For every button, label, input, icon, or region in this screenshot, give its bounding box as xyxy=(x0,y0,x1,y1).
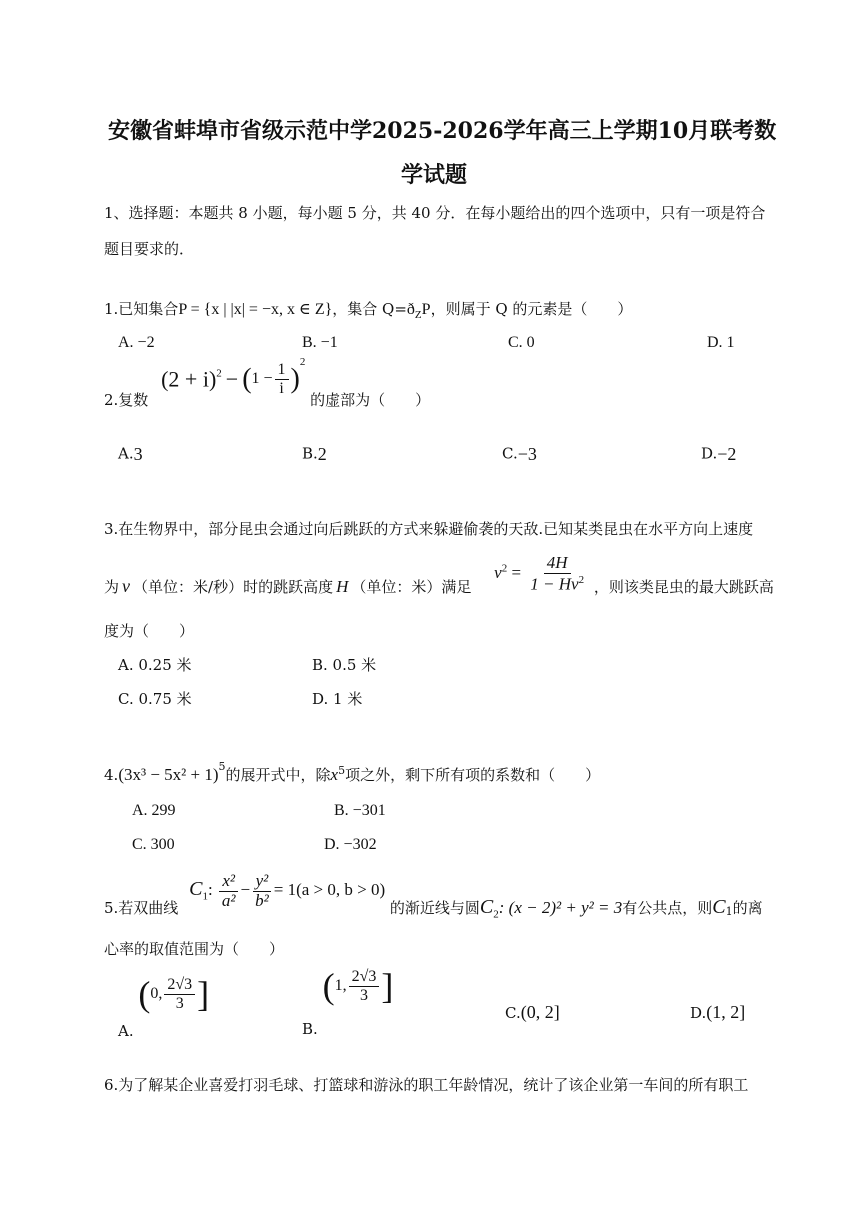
q5-minus: − xyxy=(240,880,251,900)
q4-suffix: 项之外，剩下所有项的系数和（ ） xyxy=(345,766,601,784)
q5-prefix: 5.若双曲线 xyxy=(104,899,179,918)
q5-option-b-den: 3 xyxy=(359,986,368,1004)
q5-condition: = 1(a > 0, b > 0) xyxy=(273,880,386,900)
q3-formula-lhs-sup: 2 xyxy=(501,562,508,575)
question-3-line2 xyxy=(104,554,774,597)
q3-formula xyxy=(494,554,589,594)
q5-option-d xyxy=(690,1002,745,1023)
q2-option-a-value: 3 xyxy=(133,444,143,464)
q4-option-b: B. −301 xyxy=(334,802,386,819)
q2-prefix: 2.复数 xyxy=(104,391,149,409)
q3-formula-num: 4H xyxy=(544,554,571,574)
q5-frac-y-den: b² xyxy=(255,890,269,910)
q5-colon: : xyxy=(207,880,213,900)
q2-expr-a: (2 + i) xyxy=(161,366,217,392)
q1-set-p: P = {x | |x| = −x, x ∈ Z} xyxy=(178,301,333,318)
q2-option-b-label: B. xyxy=(302,444,318,463)
q4-term-sup: 5 xyxy=(338,764,346,777)
q5-c2-sub: 2 xyxy=(493,908,499,921)
q2-frac-den: i xyxy=(279,379,284,397)
question-6-line1: 6.为了解某企业喜爱打羽毛球、打篮球和游泳的职工年龄情况，统计了该企业第一车间的所有职工 xyxy=(104,1076,749,1094)
q5-option-a-frac xyxy=(164,976,195,1012)
q2-option-d xyxy=(701,444,736,465)
q5-frac-x-den: a² xyxy=(221,890,236,910)
q1-complement-subscript: Z xyxy=(414,309,422,322)
q2-sup-a: 2 xyxy=(216,367,222,380)
q5-c2: C xyxy=(479,896,494,919)
q4-mid: 的展开式中，除 xyxy=(225,766,331,784)
q2-sup-b: 2 xyxy=(299,356,306,368)
q5-hyperbola xyxy=(189,872,385,910)
q2-option-b-value: 2 xyxy=(317,444,327,464)
q1-suffix: ，则属于 Q 的元素是（ ） xyxy=(430,300,633,318)
q3-var-h: H xyxy=(336,576,349,596)
q4-option-c: C. 300 xyxy=(132,836,175,853)
q5-c1-sub: 1 xyxy=(202,890,208,903)
page-title-line1: 安徽省蚌埠市省级示范中学2025-2026学年高三上学期10月联考数 xyxy=(108,118,777,144)
q2-option-a xyxy=(118,444,143,465)
q1-option-a: A. −2 xyxy=(118,334,155,351)
q5-option-a-value xyxy=(138,974,210,1015)
q1-complement-symbol: ð xyxy=(406,301,415,318)
q3-option-a: A. 0.25 米 xyxy=(118,656,192,674)
question-2-stem xyxy=(104,356,431,411)
q5-option-b-open: ( xyxy=(322,966,335,1007)
q4-option-a: A. 299 xyxy=(132,802,176,819)
q2-minus: − xyxy=(225,366,239,392)
q5-mid2: 有公共点，则 xyxy=(622,899,713,918)
q5-option-a-label: A. xyxy=(118,1021,134,1040)
q5-option-b xyxy=(302,968,393,1038)
q3-formula-lhs: v xyxy=(494,562,502,582)
q2-right-paren: ) xyxy=(290,363,300,395)
q4-expression-sup: 5 xyxy=(218,760,226,773)
page-title-line2: 学试题 xyxy=(401,162,468,188)
question-3-line3: 度为（ ） xyxy=(104,622,195,640)
q3-var-v: v xyxy=(122,575,131,596)
question-4-stem xyxy=(104,760,600,785)
q5-option-a-open: ( xyxy=(138,974,151,1015)
q2-suffix: 的虚部为（ ） xyxy=(310,391,431,409)
q5-option-a xyxy=(118,976,209,1040)
q3-line2-prefix: 为 xyxy=(104,577,120,596)
q1-middle: ，集合 Q= xyxy=(332,300,407,318)
q2-frac-num: 1 xyxy=(275,361,289,380)
q5-option-b-left: 1, xyxy=(334,976,347,994)
q5-option-b-value xyxy=(322,966,394,1007)
q3-formula-den: 1 − Hv xyxy=(530,574,579,594)
q5-frac-y-num: y² xyxy=(253,872,272,892)
q5-c1b-sub: 1 xyxy=(725,905,733,919)
q5-option-c-label: C. xyxy=(505,1004,521,1022)
q5-frac-y xyxy=(252,872,272,910)
q2-option-c xyxy=(502,444,537,465)
q2-option-d-value: −2 xyxy=(717,444,737,464)
q3-formula-fraction xyxy=(527,554,587,594)
q5-c1: C xyxy=(189,878,203,901)
q3-formula-den-wrap xyxy=(527,574,587,594)
q4-expression: (3x³ − 5x² + 1) xyxy=(118,765,219,784)
q3-line2-mid: （单位：米/秒）时的跳跃高度 xyxy=(133,577,334,596)
q5-frac-x xyxy=(219,872,239,910)
q1-option-d: D. 1 xyxy=(707,334,735,351)
q3-line2-mid2: （单位：米）满足 xyxy=(351,577,472,596)
q2-option-d-label: D. xyxy=(701,444,718,463)
question-3-line1: 3.在生物界中，部分昆虫会通过向后跳跃的方式来躲避偷袭的天敌.已知某类昆虫在水平方向上速度 xyxy=(104,520,754,538)
q2-one-minus: 1 − xyxy=(251,370,273,387)
q3-option-d: D. 1 米 xyxy=(312,690,363,708)
q5-circle xyxy=(480,896,622,920)
q5-option-a-close: ] xyxy=(197,974,210,1015)
q1-complement-set: P xyxy=(421,301,431,318)
q2-option-c-label: C. xyxy=(502,444,518,463)
q5-option-d-label: D. xyxy=(690,1004,707,1022)
q1-set-q xyxy=(406,301,431,322)
q2-fraction xyxy=(275,361,289,397)
q3-formula-den-sup: 2 xyxy=(578,573,585,586)
q5-frac-x-num: x² xyxy=(219,872,238,892)
q4-prefix: 4. xyxy=(104,766,119,784)
q3-option-c: C. 0.75 米 xyxy=(118,690,192,708)
q5-mid: 的渐近线与圆 xyxy=(389,899,480,918)
question-5-line2: 心率的取值范围为（ ） xyxy=(104,940,285,958)
q5-option-c xyxy=(505,1002,560,1023)
q5-option-b-label: B. xyxy=(302,1019,318,1038)
q5-option-d-value: (1, 2] xyxy=(706,1002,746,1022)
section-instruction-line1: 1、选择题：本题共 8 小题，每小题 5 分，共 40 分．在每小题给出的四个选项中，只有一项是符合 xyxy=(104,204,766,222)
q5-option-a-den: 3 xyxy=(175,994,184,1012)
q2-option-c-value: −3 xyxy=(517,444,537,464)
q5-end1: 的离 xyxy=(732,899,763,918)
q2-expression xyxy=(161,356,305,397)
q3-line2-suffix: ，则该类昆虫的最大跳跃高 xyxy=(593,577,774,596)
q1-prefix: 1.已知集合 xyxy=(104,300,179,318)
q5-circle-eq: : (x − 2)² + y² = 3 xyxy=(498,898,623,918)
q5-option-b-frac xyxy=(349,968,380,1004)
q1-option-b: B. −1 xyxy=(302,334,338,351)
q4-option-d: D. −302 xyxy=(324,836,377,853)
q2-option-b xyxy=(302,444,327,465)
q5-option-a-left: 0, xyxy=(150,984,163,1002)
q5-option-a-num: 2√3 xyxy=(164,976,195,995)
q2-option-a-label: A. xyxy=(118,444,134,463)
q5-option-b-close: ] xyxy=(381,966,394,1007)
question-1-stem xyxy=(104,298,632,321)
q5-c1b: C xyxy=(712,896,726,919)
q5-option-c-value: (0, 2] xyxy=(520,1002,560,1022)
q3-option-b: B. 0.5 米 xyxy=(312,656,377,674)
q2-left-paren: ( xyxy=(242,363,252,395)
question-5-line1 xyxy=(104,872,763,920)
q5-option-b-num: 2√3 xyxy=(349,968,380,987)
section-instruction-line2: 题目要求的． xyxy=(104,240,195,258)
q1-option-c: C. 0 xyxy=(508,334,535,351)
q4-term: x xyxy=(330,765,339,784)
q3-formula-eq: = xyxy=(511,562,522,582)
